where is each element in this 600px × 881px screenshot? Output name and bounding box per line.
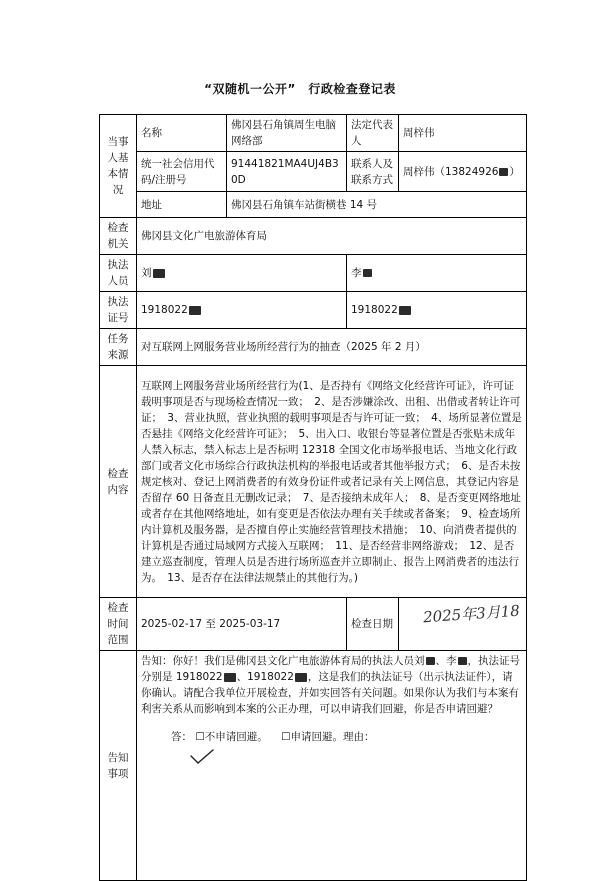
legal-rep-value: 周梓伟 — [399, 115, 527, 152]
contact-label: 联系人及联系方式 — [347, 152, 399, 192]
content-value: 互联网上网服务营业场所经营行为(1、是否持有《网络文化经营许可证》，许可证载明事项是否与现场检查情况一致； 2、是否涉嫌涂改、出租、出借或者转让许可证； 3、营业执照，营业执照的载明事项是否与许可证一致； 4、场所显著位置是否悬挂《网络文化经营许可证》； 5、出入口、收银台等显著位置是否张贴未成年人禁入标志，禁入标志上是否标明 12318 全国文化市场举报电话、当地文化行政部门或者文化市场综合行政执法机构的举报电话或者其他举报方式； 6、是否未按规定核对、登记上网消费者的有效身份证件或者记录有关上网信息，其登记内容是否留存 60 日备查且无删改记录； 7、是否接纳未成年人； 8、是否变更网络地址或者存在其他网络地址，如有变更是否依法办理有关手续或者备案； 9、检查场所内计算机及服务器，是否擅自停止实施经营管理技术措施； 10、向消费者提供的计算机是否通过局域网方式接入互联网； 11、是否经营非网络游戏； 12、是否建立巡查制度，管理人员是否进行场所巡查并立即制止、报告上网消费者的违法行为。 13、是否存在法律法规禁止的其他行为。) — [137, 366, 527, 598]
address-value: 佛冈县石角镇车站街横巷 14 号 — [227, 192, 527, 218]
task-label: 任务来源 — [100, 329, 137, 366]
contact-value-end: ） — [509, 165, 520, 178]
handwritten-date: 2025年3月18 — [422, 601, 521, 627]
option-no-avoidance[interactable]: ☐不申请回避。 — [195, 731, 268, 743]
agency-label: 检查机关 — [100, 218, 137, 255]
redaction-mark — [426, 657, 435, 665]
notice-part: 、李 — [435, 655, 457, 667]
redaction-mark — [153, 269, 165, 278]
credit-code-label: 统一社会信用代码/注册号 — [137, 152, 227, 192]
inspection-form — [99, 114, 527, 881]
contact-value: 周梓伟（13824926 — [403, 165, 499, 178]
officer2-name: 李 — [351, 267, 362, 279]
officers-label: 执法人员 — [100, 255, 137, 292]
content-label: 检查内容 — [100, 366, 137, 598]
legal-rep-label: 法定代表人 — [347, 115, 399, 152]
answer-line — [141, 729, 522, 745]
redaction-mark — [224, 673, 236, 682]
notice-cell — [137, 651, 527, 881]
checkmark-icon — [189, 749, 215, 765]
notice-label: 告知事项 — [100, 651, 137, 881]
officer1-cell — [137, 255, 347, 292]
document-title: “双随机一公开” 行政检查登记表 — [204, 82, 396, 96]
date-label: 检查日期 — [347, 598, 399, 651]
task-value: 对互联网上网服务营业场所经营行为的抽查（2025 年 2 月） — [137, 329, 527, 366]
notice-text — [141, 653, 522, 717]
name-label: 名称 — [137, 115, 227, 152]
contact-cell — [399, 152, 527, 192]
cert1-value: 1918022 — [141, 304, 188, 316]
notice-part: ，这是我们的执法证号（出示执法证件），请你确认。请配合我单位开展检查，并如实回答有关问题。如果你认为我们与本案有利害关系从而影响到本案的公正办理，可以申请我们回避，你是否申请回避？ — [141, 671, 519, 715]
cert1-cell — [137, 292, 347, 329]
redaction-mark — [399, 306, 411, 315]
redaction-mark — [189, 306, 201, 315]
redaction-mark — [363, 269, 372, 277]
officer2-cell — [347, 255, 527, 292]
answer-prefix: 答： — [171, 731, 192, 743]
period-label: 检查时间范围 — [100, 598, 137, 651]
redaction-mark — [295, 673, 307, 682]
name-value: 佛冈县石角镇周生电脑网络部 — [227, 115, 347, 152]
officer1-name: 刘 — [141, 267, 152, 279]
notice-part: 告知：你好！我们是佛冈县文化广电旅游体育局的执法人员刘 — [141, 655, 425, 667]
notice-part: ，执法证号分别是 1918022 — [141, 655, 520, 683]
redaction-mark — [458, 657, 467, 665]
cert-label: 执法证号 — [100, 292, 137, 329]
notice-part: 、1918022 — [236, 671, 294, 683]
date-cell — [399, 598, 527, 651]
agency-value: 佛冈县文化广电旅游体育局 — [137, 218, 527, 255]
address-label: 地址 — [137, 192, 227, 218]
cert2-value: 1918022 — [351, 304, 398, 316]
option-request-avoidance[interactable]: ☐申请回避。理由： — [281, 731, 375, 743]
cert2-cell — [347, 292, 527, 329]
party-label: 当事人基本情况 — [100, 115, 137, 218]
redaction-mark — [499, 168, 508, 176]
period-value: 2025-02-17 至 2025-03-17 — [137, 598, 347, 651]
credit-code-value: 91441821MA4UJ4B30D — [227, 152, 347, 192]
